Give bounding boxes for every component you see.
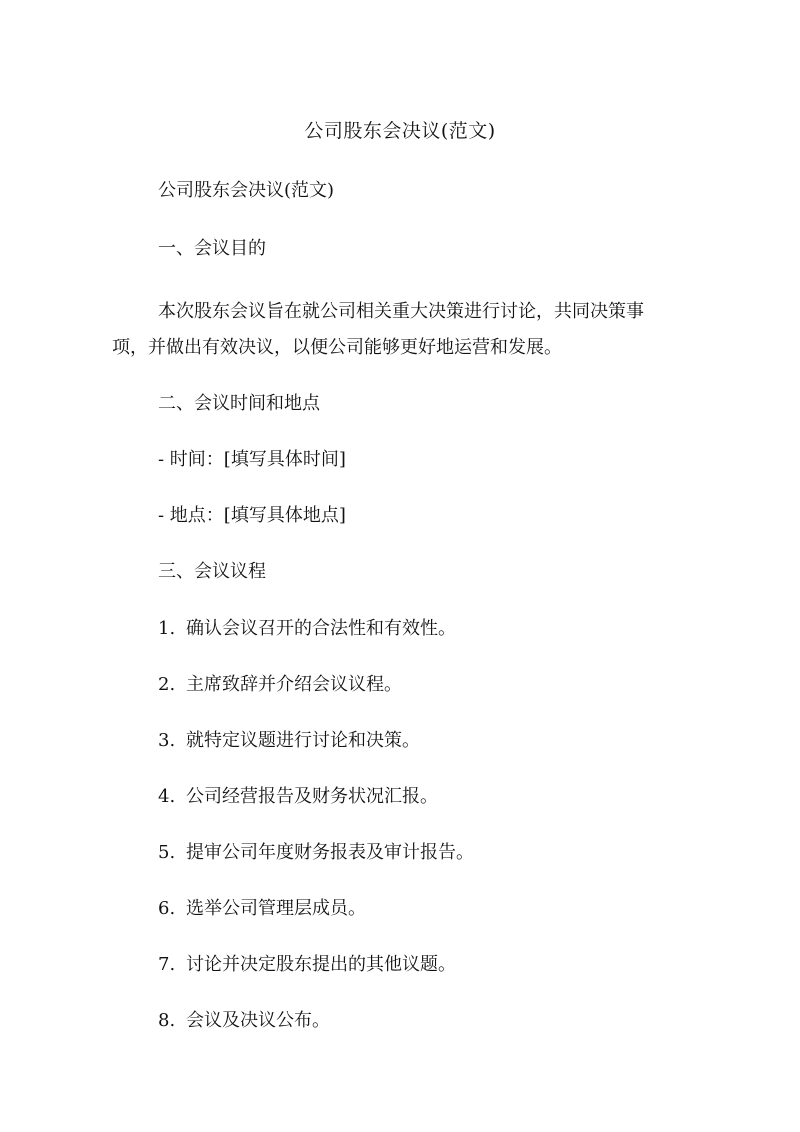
agenda-item-text: 选举公司管理层成员。 — [186, 898, 366, 919]
section-heading-agenda: 三、会议议程 — [158, 561, 266, 582]
meeting-location-line: - 地点：[填写具体地点] — [158, 505, 346, 526]
agenda-item-text: 会议及决议公布。 — [186, 1010, 330, 1031]
section-heading-time-location: 二、会议时间和地点 — [158, 393, 320, 414]
agenda-item-number: 3. — [158, 730, 176, 751]
agenda-item — [158, 672, 402, 698]
agenda-item-text: 就特定议题进行讨论和决策。 — [186, 730, 420, 751]
agenda-item-number: 8. — [158, 1010, 176, 1031]
agenda-item-number: 1. — [158, 618, 176, 639]
agenda-item — [158, 952, 456, 978]
document-subtitle: 公司股东会决议(范文) — [158, 180, 335, 201]
agenda-item — [158, 896, 366, 922]
section-heading-purpose: 一、会议目的 — [158, 238, 266, 259]
purpose-paragraph: 本次股东会议旨在就公司相关重大决策进行讨论，共同决策事项，并做出有效决议，以便公司能够更好地运营和发展。 — [112, 301, 644, 358]
agenda-item — [158, 784, 438, 810]
page-title: 公司股东会决议(范文) — [304, 120, 496, 142]
agenda-item-text: 提审公司年度财务报表及审计报告。 — [186, 842, 474, 863]
agenda-item — [158, 616, 456, 642]
agenda-item-text: 讨论并决定股东提出的其他议题。 — [186, 954, 456, 975]
agenda-item-number: 2. — [158, 674, 176, 695]
agenda-item-text: 主席致辞并介绍会议议程。 — [186, 674, 402, 695]
agenda-item-text: 公司经营报告及财务状况汇报。 — [186, 786, 438, 807]
agenda-item-number: 7. — [158, 954, 176, 975]
meeting-time-line: - 时间：[填写具体时间] — [158, 449, 346, 470]
agenda-item-number: 6. — [158, 898, 176, 919]
agenda-item — [158, 1008, 330, 1034]
agenda-item-text: 确认会议召开的合法性和有效性。 — [186, 618, 456, 639]
agenda-item-number: 4. — [158, 786, 176, 807]
agenda-item-number: 5. — [158, 842, 176, 863]
agenda-item — [158, 840, 474, 866]
agenda-item — [158, 728, 420, 754]
